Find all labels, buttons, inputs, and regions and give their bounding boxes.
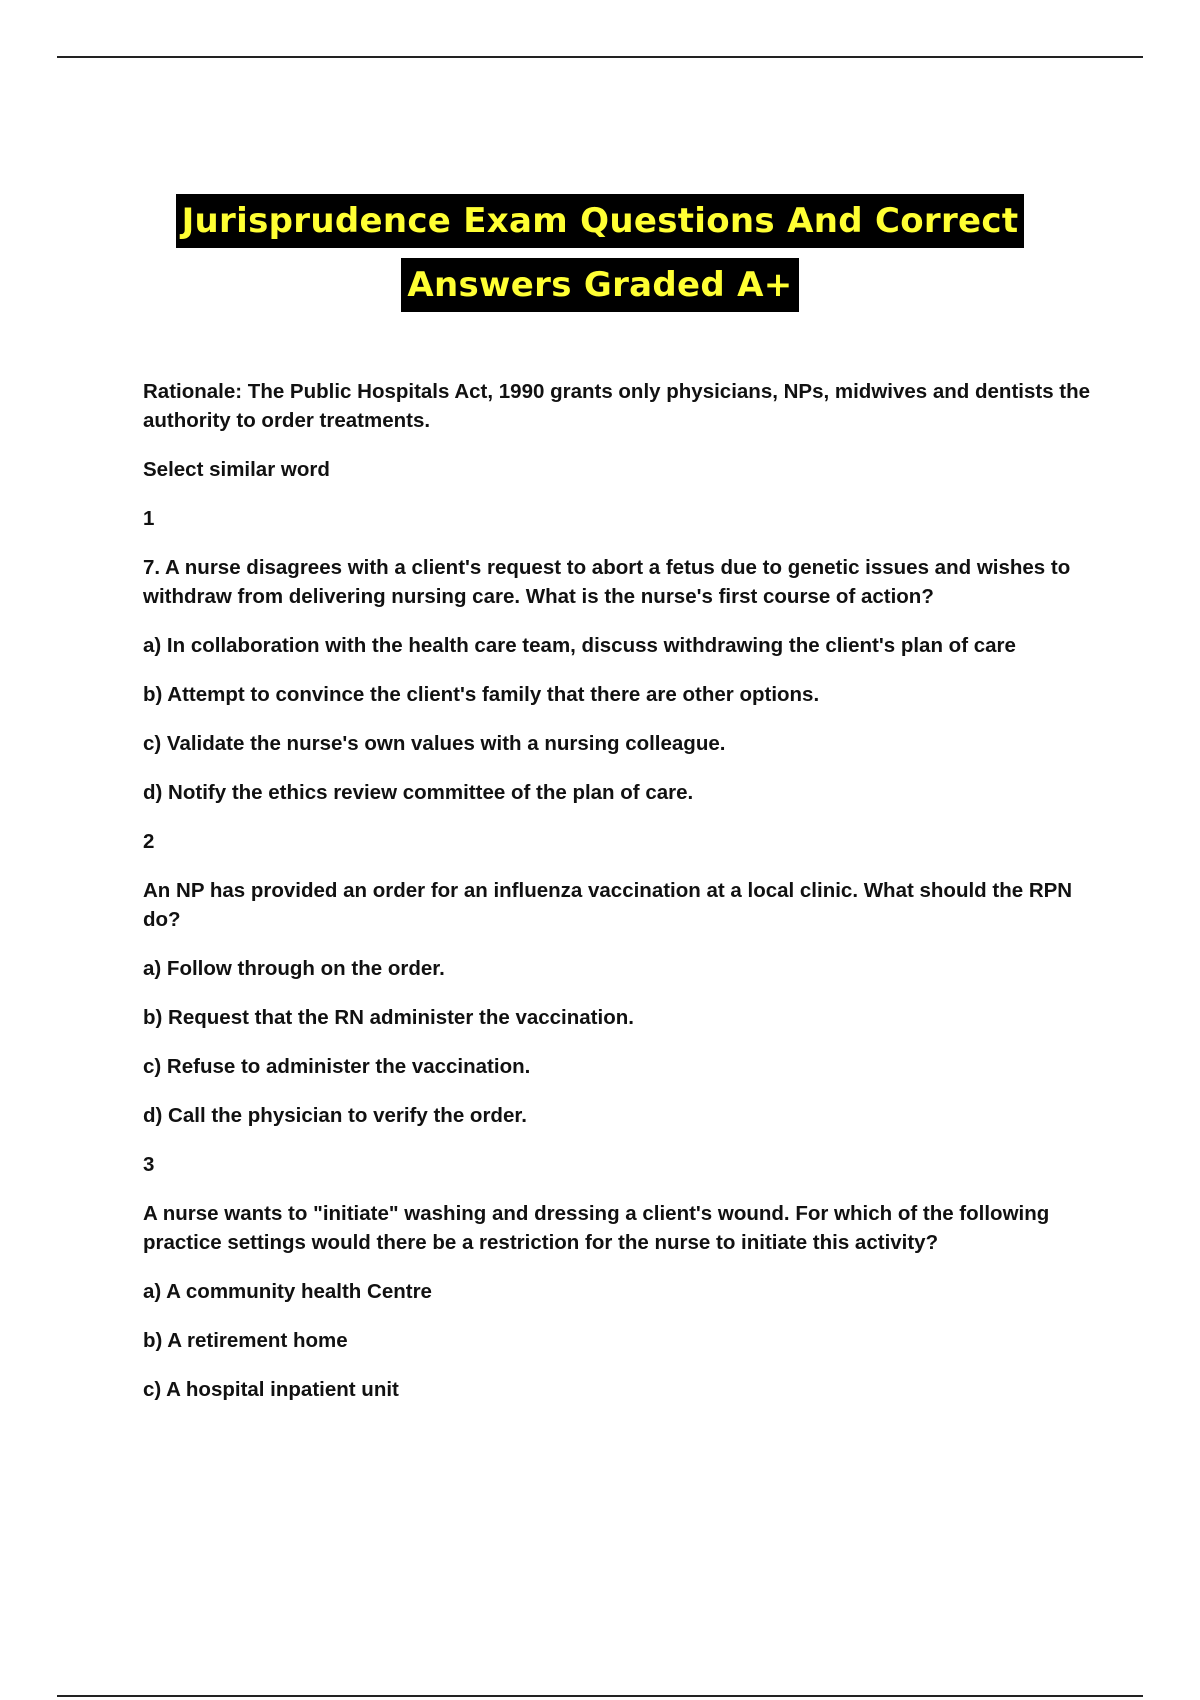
question-number: 1	[143, 507, 155, 530]
question-text: A nurse wants to "initiate" washing and dressing a client's wound. For which of the following practice settings would there be a restriction for the nurse to initiate this activity?	[143, 1202, 1050, 1254]
document-title	[0, 192, 1200, 320]
answer-option: d) Notify the ethics review committee of the plan of care.	[143, 781, 694, 804]
answer-option: b) Request that the RN administer the vaccination.	[143, 1006, 634, 1029]
answer-option: c) Refuse to administer the vaccination.	[143, 1055, 531, 1078]
answer-option: b) Attempt to convince the client's family that there are other options.	[143, 683, 820, 706]
rationale-text: Rationale: The Public Hospitals Act, 1990 grants only physicians, NPs, midwives and dentists the authority to order treatments.	[143, 380, 1091, 432]
question-number: 3	[143, 1153, 155, 1176]
answer-option: a) A community health Centre	[143, 1280, 432, 1303]
question-text: 7. A nurse disagrees with a client's request to abort a fetus due to genetic issues and wishes to withdraw from delivering nursing care. What is the nurse's first course of action?	[143, 556, 1071, 608]
answer-option: d) Call the physician to verify the order.	[143, 1104, 527, 1127]
question-number: 2	[143, 830, 155, 853]
header-rule	[57, 56, 1143, 58]
answer-option: a) Follow through on the order.	[143, 957, 445, 980]
footer-rule	[57, 1695, 1143, 1697]
title-line-2: Answers Graded A+	[401, 258, 798, 312]
answer-option: b) A retirement home	[143, 1329, 348, 1352]
answer-option: a) In collaboration with the health care team, discuss withdrawing the client's plan of care	[143, 634, 1016, 657]
title-line-1: Jurisprudence Exam Questions And Correct	[176, 194, 1025, 248]
answer-option: c) A hospital inpatient unit	[143, 1378, 399, 1401]
document-body	[143, 377, 1103, 1424]
question-text: An NP has provided an order for an influenza vaccination at a local clinic. What should the RPN do?	[143, 879, 1073, 931]
answer-option: c) Validate the nurse's own values with a nursing colleague.	[143, 732, 726, 755]
select-similar-word: Select similar word	[143, 458, 330, 481]
